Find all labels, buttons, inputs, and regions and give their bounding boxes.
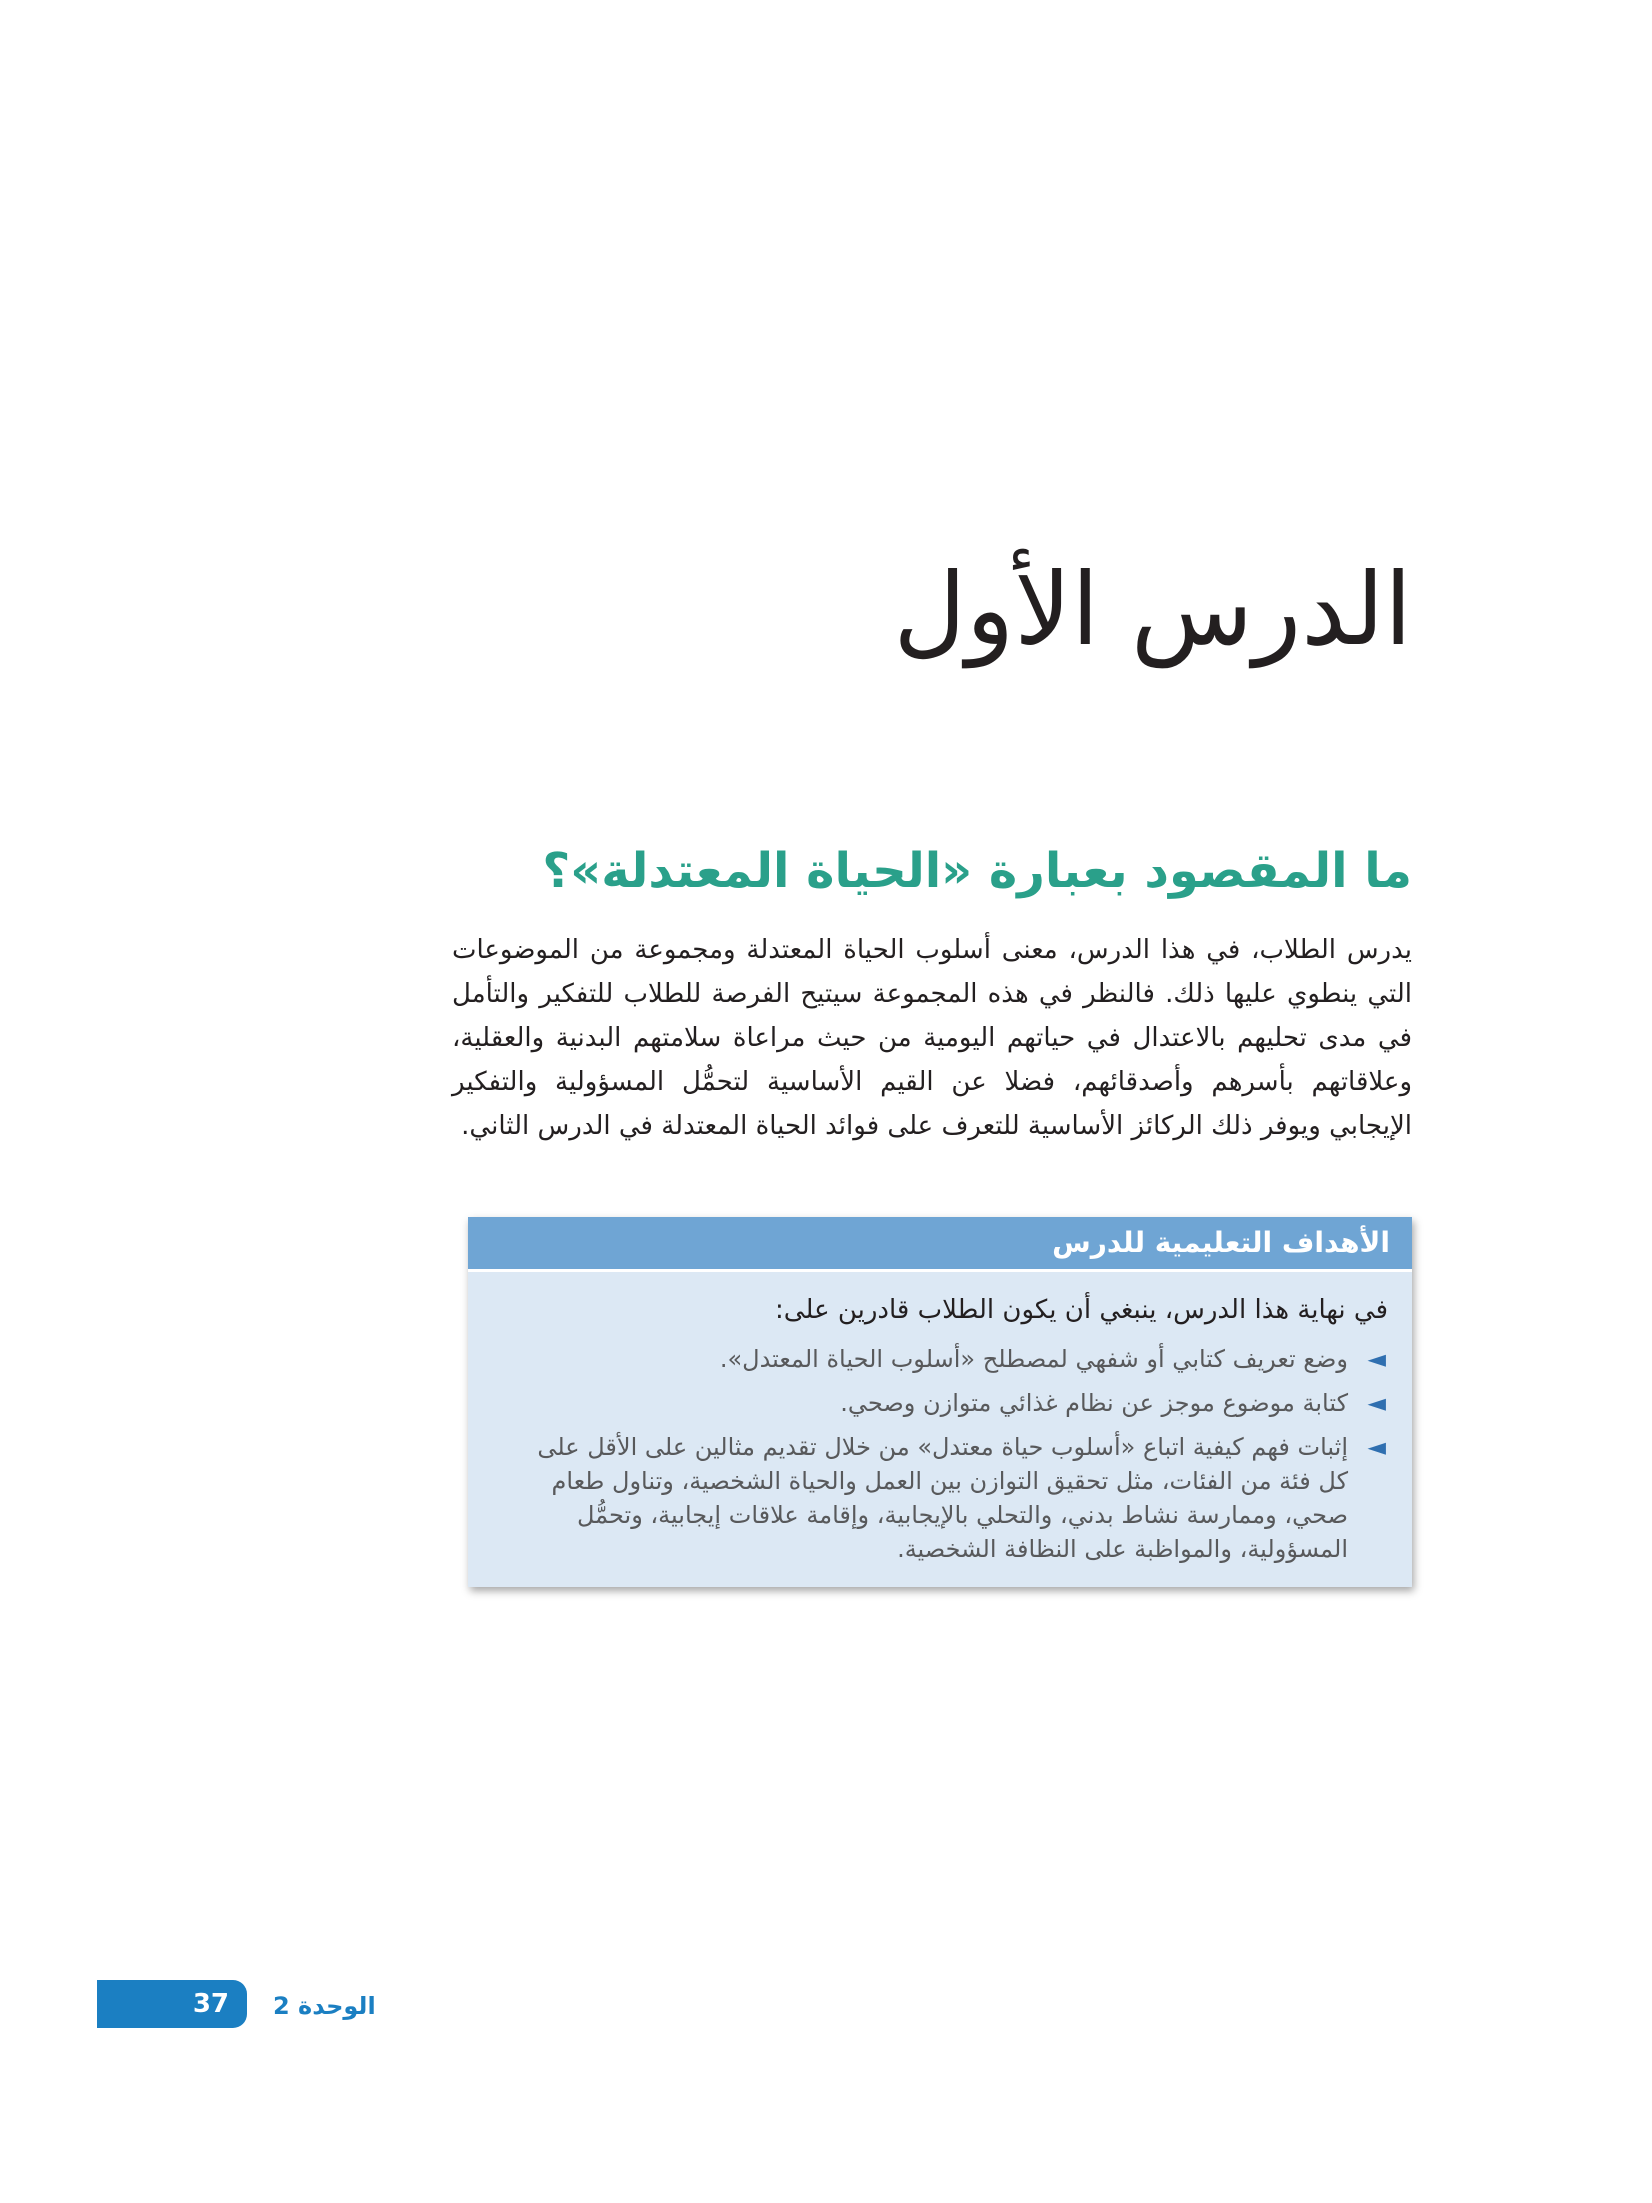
arrow-bullet-icon: ◄ (1367, 1433, 1386, 1461)
objective-item (528, 1430, 1388, 1566)
intro-paragraph: يدرس الطلاب، في هذا الدرس، معنى أسلوب الحياة المعتدلة ومجموعة من الموضوعات التي ينطوي عليها ذلك. فالنظر في هذه المجموعة سيتيح الفرصة للطلاب للتفكير والتأمل في مدى تحليهم بالاعتدال في حياتهم اليومية من حيث مراعاة سلامتهم البدنية والعقلية، وعلاقاتهم بأسرهم وأصدقائهم، فضلا عن القيم الأساسية لتحمُّل المسؤولية والتفكير الإيجابي ويوفر ذلك الركائز الأساسية للتعرف على فوائد الحياة المعتدلة في الدرس الثاني. (452, 935, 1412, 1141)
section-heading: ما المقصود بعبارة «الحياة المعتدلة»؟ (542, 843, 1412, 899)
objective-item (528, 1342, 1388, 1376)
objectives-list (528, 1342, 1388, 1566)
lesson-title: الدرس الأول (893, 551, 1412, 668)
objective-text: وضع تعريف كتابي أو شفهي لمصطلح «أسلوب الحياة المعتدل». (719, 1345, 1348, 1373)
objective-text: إثبات فهم كيفية اتباع «أسلوب حياة معتدل» من خلال تقديم مثالين على الأقل على كل فئة من الفئات، مثل تحقيق التوازن بين العمل والحياة الشخصية، وتناول طعام صحي، وممارسة نشاط بدني، والتحلي بالإيجابية، وإقامة علاقات إيجابية، وتحمُّل المسؤولية، والمواظبة على النظافة الشخصية. (537, 1433, 1348, 1563)
arrow-bullet-icon: ◄ (1367, 1389, 1386, 1417)
unit-label: الوحدة 2 (273, 1992, 376, 2020)
page-footer (97, 1980, 457, 2030)
objective-text: كتابة موضوع موجز عن نظام غذائي متوازن وصحي. (840, 1389, 1348, 1417)
objectives-intro: في نهاية هذا الدرس، ينبغي أن يكون الطلاب قادرين على: (775, 1295, 1388, 1325)
page-number: 37 (97, 1980, 247, 2028)
learning-objectives-box (468, 1217, 1412, 1587)
objectives-header: الأهداف التعليمية للدرس (468, 1217, 1412, 1272)
arrow-bullet-icon: ◄ (1367, 1345, 1386, 1373)
objective-item (528, 1386, 1388, 1420)
